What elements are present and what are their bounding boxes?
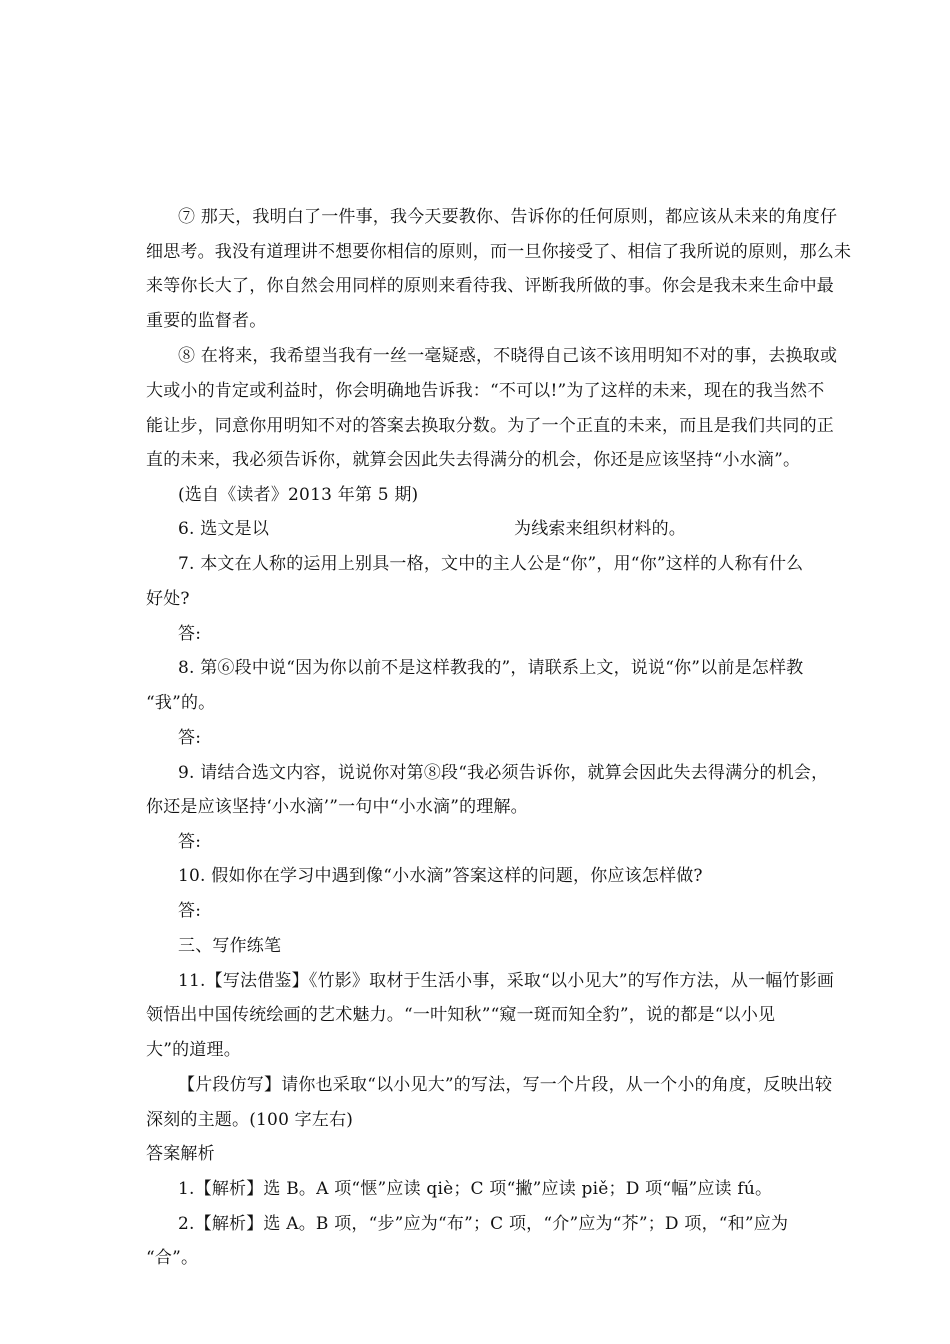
paragraph-7-line-4: 重要的监督者。 [146, 311, 267, 331]
imitation-task-line-2: 深刻的主题。(100 字左右) [146, 1110, 354, 1130]
answer-2-line-1: 2.【解析】选 A。B 项，“步”应为“布”；C 项，“介”应为“芥”；D 项，“和”应为 [178, 1214, 789, 1234]
imitation-task-line-1: 【片段仿写】请你也采取“以小见大”的写法，写一个片段，从一个小的角度，反映出较 [178, 1075, 833, 1095]
answer-7-label: 答: [178, 624, 202, 644]
paragraph-8-line-3: 能让步，同意你用明知不对的答案去换取分数。为了一个正直的未来，而且是我们共同的正 [146, 416, 834, 436]
source-citation: (选自《读者》2013 年第 5 期) [178, 485, 419, 505]
answer-10-label: 答: [178, 901, 202, 921]
question-9-line-1: 9. 请结合选文内容，说说你对第⑧段“我必须告诉你，就算会因此失去得满分的机会， [178, 763, 829, 783]
paragraph-8-line-4: 直的未来，我必须告诉你，就算会因此失去得满分的机会，你还是应该坚持“小水滴”。 [146, 450, 801, 470]
question-10: 10. 假如你在学习中遇到像“小水滴”答案这样的问题，你应该怎样做? [178, 866, 703, 886]
answer-1: 1.【解析】选 B。A 项“惬”应读 qiè；C 项“撇”应读 piě；D 项“幅”应读 fú。 [178, 1179, 773, 1199]
answer-9-label: 答: [178, 832, 202, 852]
answer-2-line-2: “合”。 [146, 1248, 199, 1268]
question-6-suffix: 为线索来组织材料的。 [514, 519, 686, 539]
answer-analysis-heading: 答案解析 [146, 1144, 215, 1164]
question-8-line-1: 8. 第⑥段中说“因为你以前不是这样教我的”，请联系上文，说说“你”以前是怎样教 [178, 658, 804, 678]
question-11-line-2: 领悟出中国传统绘画的艺术魅力。“一叶知秋”“窥一斑而知全豹”，说的都是“以小见 [146, 1005, 776, 1025]
answer-8-label: 答: [178, 728, 202, 748]
section-heading-writing: 三、写作练笔 [178, 936, 282, 956]
question-9-line-2: 你还是应该坚持‘小水滴’”一句中“小水滴”的理解。 [146, 797, 528, 817]
question-7-line-2: 好处? [146, 589, 190, 609]
question-7-line-1: 7. 本文在人称的运用上别具一格，文中的主人公是“你”，用“你”这样的人称有什么 [178, 554, 804, 574]
paragraph-8-line-1: ⑧ 在将来，我希望当我有一丝一毫疑惑，不晓得自己该不该用明知不对的事，去换取或 [178, 346, 838, 366]
paragraph-7-line-3: 来等你长大了，你自然会用同样的原则来看待我、评断我所做的事。你会是我未来生命中最 [146, 276, 834, 296]
question-6-prefix: 6. 选文是以 [178, 519, 270, 539]
paragraph-7-line-1: ⑦ 那天，我明白了一件事，我今天要教你、告诉你的任何原则，都应该从未来的角度仔 [178, 207, 838, 227]
paragraph-7-line-2: 细思考。我没有道理讲不想要你相信的原则，而一旦你接受了、相信了我所说的原则，那么未 [146, 242, 852, 262]
question-11-line-1: 11.【写法借鉴】《竹影》取材于生活小事，采取“以小见大”的写作方法，从一幅竹影画 [178, 971, 835, 991]
question-11-line-3: 大”的道理。 [146, 1040, 241, 1060]
question-8-line-2: “我”的。 [146, 693, 216, 713]
paragraph-8-line-2: 大或小的肯定或利益时，你会明确地告诉我：“不可以!”为了这样的未来，现在的我当然不 [146, 381, 825, 401]
